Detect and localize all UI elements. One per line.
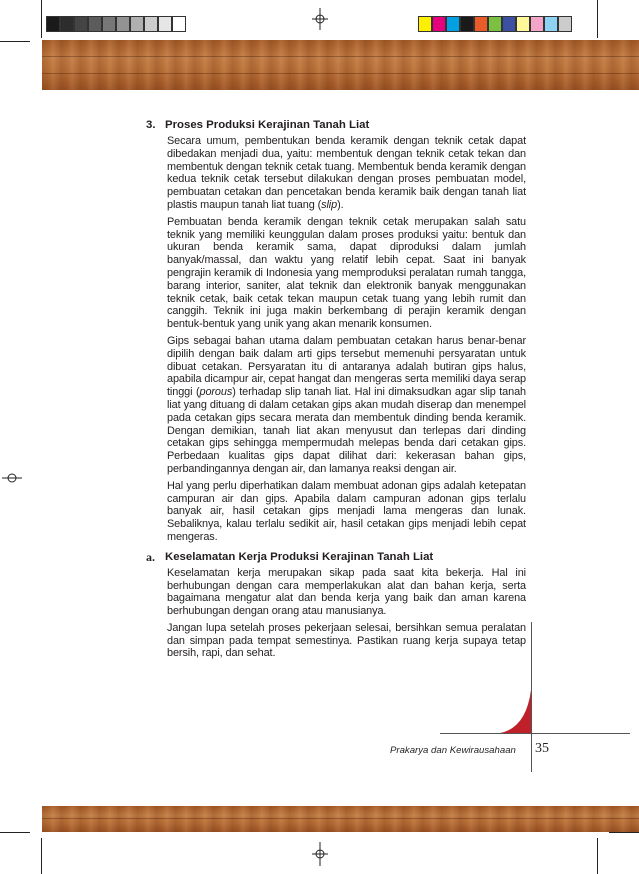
gray-swatch bbox=[158, 16, 172, 32]
color-swatch bbox=[488, 16, 502, 32]
paragraph: Hal yang perlu diperhatikan dalam membuat adonan gips adalah ketepatan campuran air dan gips. Apabila dalam campuran adonan gips terlalu banyak air, hasil cetakan gips menjadi lama mengeras dan lunak. Sebaliknya, kalau terlalu sedikit air, hasil cetakan gips menjadi lebih cepat mengeras. bbox=[167, 479, 526, 543]
gray-swatch bbox=[88, 16, 102, 32]
gray-swatch bbox=[60, 16, 74, 32]
crop-mark-br-v bbox=[597, 838, 598, 874]
crop-mark-tl-h bbox=[0, 41, 30, 42]
page-number: 35 bbox=[535, 741, 549, 756]
gray-swatch bbox=[172, 16, 186, 32]
footer-horizontal-rule bbox=[440, 733, 630, 734]
section-heading-3 bbox=[146, 118, 526, 132]
section-title: Proses Produksi Kerajinan Tanah Liat bbox=[165, 119, 370, 131]
registration-mark-icon bbox=[312, 8, 328, 30]
paragraph: Keselamatan kerja merupakan sikap pada saat kita bekerja. Hal ini berhubungan dengan cara memperlakukan alat dan bahan kerja, serta bagaimana mengatur alat dan benda kerja yang baik dan aman karena berhubungan dengan orang atau manusianya. bbox=[167, 566, 526, 618]
gray-swatch bbox=[116, 16, 130, 32]
corner-accent-icon bbox=[500, 690, 532, 734]
crop-mark-br-h bbox=[609, 832, 639, 833]
gray-swatch-strip bbox=[46, 16, 186, 32]
color-swatch bbox=[460, 16, 474, 32]
gray-swatch bbox=[102, 16, 116, 32]
gray-swatch bbox=[144, 16, 158, 32]
color-swatch bbox=[418, 16, 432, 32]
paragraph: Gips sebagai bahan utama dalam pembuatan cetakan harus benar-benar dipilih dengan baik dalam arti gips tersebut memenuhi persyaratan untuk dibuat cetakan. Persyaratan itu di antaranya adalah butiran gips halus, apabila dicampur air, cepat hangat dan mengeras serta memiliki daya serap tinggi (porous) terhadap slip tanah liat. Hal ini dimaksudkan agar slip tanah liat yang dituang di dalam cetakan gips akan mudah diserap dan menempel pada cetakan gips secara merata dan membentuk dinding benda keramik. Dengan demikian, tanah liat akan menyusut dan terlepas dari dinding cetakan gips sehingga mempermudah melepas benda dari cetakan gips. Perbedaan kualitas gips dapat dilihat dari: kekerasan bahan gips, perbandingannya dengan air, dan lamanya reaksi dengan air. bbox=[167, 334, 527, 475]
registration-mark-left-icon bbox=[2, 470, 22, 486]
crop-mark-bl-h bbox=[0, 832, 30, 833]
gray-swatch bbox=[130, 16, 144, 32]
crop-mark-bl-v bbox=[41, 838, 42, 874]
section-letter: a. bbox=[146, 549, 155, 564]
color-swatch bbox=[516, 16, 530, 32]
paragraph: Pembuatan benda keramik dengan teknik cetak merupakan salah satu teknik yang memiliki keunggulan dalam proses produksi yaitu: bentuk dan ukuran benda keramik sama, dapat diproduksi dalam jumlah banyak/massal, dan waktu yang relatif lebih cepat. Saat ini banyak pengrajin keramik di Indonesia yang memproduksi peralatan rumah tangga, barang interior, saniter, alat teknik dan elektronik banyak menggunakan teknik cetak, baik cetak tekan maupun cetak tuang yang lebih rumit dan canggih. Teknik ini juga makin berkembang di perajin keramik dengan bentuk-bentuk yang unik yang akan menarik konsumen. bbox=[167, 215, 526, 331]
color-swatch bbox=[544, 16, 558, 32]
section-title: Keselamatan Kerja Produksi Kerajinan Tanah Liat bbox=[165, 550, 434, 563]
footer-vertical-rule bbox=[531, 622, 532, 772]
color-swatch-strip bbox=[418, 16, 572, 32]
color-swatch bbox=[502, 16, 516, 32]
color-swatch bbox=[446, 16, 460, 32]
crop-mark-tr-v bbox=[597, 0, 598, 38]
section-heading-a bbox=[146, 550, 526, 564]
wood-footer-band bbox=[42, 806, 639, 832]
gray-swatch bbox=[46, 16, 60, 32]
page-content bbox=[146, 118, 526, 664]
color-swatch bbox=[474, 16, 488, 32]
color-swatch bbox=[558, 16, 572, 32]
color-swatch bbox=[530, 16, 544, 32]
paragraph: Secara umum, pembentukan benda keramik dengan teknik cetak dapat dibedakan menjadi dua, yaitu: membentuk dengan teknik cetak tekan dan membentuk dengan teknik cetak tuang. Membentuk benda keramik dengan kedua teknik cetak tersebut dilakukan dengan proses pembuatan model, pembuatan cetakan dan pencetakan benda keramik baik dengan tanah liat plastis maupun tanah liat tuang (slip). bbox=[167, 135, 526, 211]
crop-mark-tl-v bbox=[41, 0, 42, 38]
book-title: Prakarya dan Kewirausahaan bbox=[390, 745, 516, 756]
wood-header-band bbox=[42, 40, 639, 90]
paragraph: Jangan lupa setelah proses pekerjaan selesai, bersihkan semua peralatan dan simpan pada tempat semestinya. Pastikan ruang kerja supaya tetap bersih, rapi, dan sehat. bbox=[167, 621, 526, 660]
color-swatch bbox=[432, 16, 446, 32]
registration-mark-bottom-icon bbox=[312, 842, 328, 866]
gray-swatch bbox=[74, 16, 88, 32]
section-number: 3. bbox=[146, 119, 156, 131]
